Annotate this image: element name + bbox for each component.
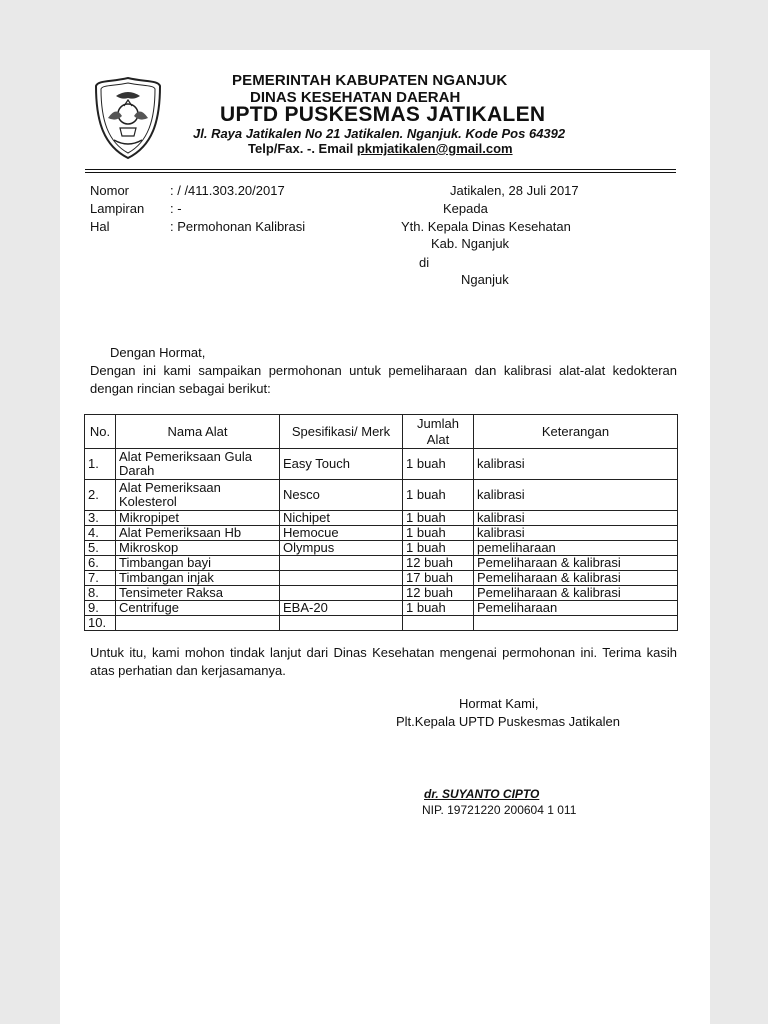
row-spek: EBA-20 bbox=[280, 601, 403, 616]
row-no: 9. bbox=[85, 601, 116, 616]
place-date: Jatikalen, 28 Juli 2017 bbox=[450, 183, 579, 198]
row-jumlah: 1 buah bbox=[403, 601, 474, 616]
row-keterangan: Pemeliharaan & kalibrasi bbox=[474, 556, 678, 571]
row-no: 8. bbox=[85, 586, 116, 601]
recipient-city: Nganjuk bbox=[461, 272, 509, 287]
row-nama: Mikroskop bbox=[116, 541, 280, 556]
table-row bbox=[85, 541, 678, 556]
email-link[interactable]: pkmjatikalen@gmail.com bbox=[356, 141, 513, 156]
row-spek: Nichipet bbox=[280, 511, 403, 526]
signature-hormat: Hormat Kami, bbox=[459, 696, 539, 711]
header-rule-thick bbox=[85, 169, 676, 170]
row-nama: Alat Pemeriksaan Kolesterol bbox=[116, 480, 280, 511]
row-spek bbox=[280, 571, 403, 586]
row-jumlah: 1 buah bbox=[403, 526, 474, 541]
intro-paragraph: Dengan ini kami sampaikan permohonan untuk pemeliharaan dan kalibrasi alat-alat kedokteran dengan rincian sebagai berikut: bbox=[90, 363, 677, 396]
row-no: 10. bbox=[85, 616, 116, 631]
row-jumlah: 1 buah bbox=[403, 511, 474, 526]
row-keterangan bbox=[474, 616, 678, 631]
header-keterangan: Keterangan bbox=[474, 415, 678, 449]
recipient-di: di bbox=[419, 255, 430, 270]
row-jumlah: 12 buah bbox=[403, 586, 474, 601]
closing-paragraph: Untuk itu, kami mohon tindak lanjut dari Dinas Kesehatan mengenai permohonan ini. Terima kasih atas perhatian dan kerjasamanya. bbox=[90, 645, 677, 678]
table-row bbox=[85, 511, 678, 526]
row-jumlah: 17 buah bbox=[403, 571, 474, 586]
row-nama: Centrifuge bbox=[116, 601, 280, 616]
equipment-table bbox=[84, 414, 678, 631]
letterhead-address: Jl. Raya Jatikalen No 21 Jatikalen. Nganjuk. Kode Pos 64392 bbox=[193, 126, 566, 141]
row-keterangan: kalibrasi bbox=[474, 526, 678, 541]
row-spek: Nesco bbox=[280, 480, 403, 511]
signatory-nip: NIP. 19721220 200604 1 011 bbox=[422, 803, 577, 817]
header-spesifikasi: Spesifikasi/ Merk bbox=[280, 415, 403, 449]
signatory-name: dr. SUYANTO CIPTO bbox=[424, 787, 540, 801]
row-keterangan: Pemeliharaan & kalibrasi bbox=[474, 571, 678, 586]
row-spek bbox=[280, 586, 403, 601]
letterhead-department: DINAS KESEHATAN DAERAH bbox=[250, 89, 461, 106]
greeting: Dengan Hormat, bbox=[110, 345, 206, 360]
lampiran-label: Lampiran bbox=[90, 201, 145, 216]
row-no: 1. bbox=[85, 449, 116, 480]
row-jumlah: 1 buah bbox=[403, 541, 474, 556]
hal-label: Hal bbox=[90, 219, 110, 234]
table-row bbox=[85, 480, 678, 511]
header-jumlah: Jumlah Alat bbox=[403, 415, 474, 449]
row-nama: Alat Pemeriksaan Gula Darah bbox=[116, 449, 280, 480]
row-keterangan: Pemeliharaan & kalibrasi bbox=[474, 586, 678, 601]
header-rule-thin bbox=[85, 172, 676, 173]
row-nama: Mikropipet bbox=[116, 511, 280, 526]
row-keterangan: pemeliharaan bbox=[474, 541, 678, 556]
row-no: 7. bbox=[85, 571, 116, 586]
recipient-title: Yth. Kepala Dinas Kesehatan bbox=[401, 219, 571, 234]
letterhead-contact bbox=[248, 141, 513, 156]
table-row bbox=[85, 616, 678, 631]
row-no: 3. bbox=[85, 511, 116, 526]
nganjuk-regency-emblem-icon bbox=[94, 76, 162, 160]
row-spek: Easy Touch bbox=[280, 449, 403, 480]
row-no: 4. bbox=[85, 526, 116, 541]
row-keterangan: kalibrasi bbox=[474, 480, 678, 511]
row-spek bbox=[280, 616, 403, 631]
recipient-region: Kab. Nganjuk bbox=[431, 236, 510, 251]
row-nama: Timbangan injak bbox=[116, 571, 280, 586]
table-row bbox=[85, 571, 678, 586]
signature-title: Plt.Kepala UPTD Puskesmas Jatikalen bbox=[396, 714, 620, 729]
table-row bbox=[85, 556, 678, 571]
row-nama: Tensimeter Raksa bbox=[116, 586, 280, 601]
nomor-label: Nomor bbox=[90, 183, 130, 198]
row-jumlah: 12 buah bbox=[403, 556, 474, 571]
table-row bbox=[85, 601, 678, 616]
table-row bbox=[85, 586, 678, 601]
hal-value: : Permohonan Kalibrasi bbox=[170, 219, 306, 234]
row-spek bbox=[280, 556, 403, 571]
recipient-kepada: Kepada bbox=[443, 201, 488, 216]
table-row bbox=[85, 449, 678, 480]
row-nama: Timbangan bayi bbox=[116, 556, 280, 571]
letter-page bbox=[60, 50, 710, 1024]
row-nama: Alat Pemeriksaan Hb bbox=[116, 526, 280, 541]
row-no: 6. bbox=[85, 556, 116, 571]
row-no: 2. bbox=[85, 480, 116, 511]
row-nama bbox=[116, 616, 280, 631]
table-header-row bbox=[85, 415, 678, 449]
row-keterangan: kalibrasi bbox=[474, 449, 678, 480]
lampiran-value: : - bbox=[170, 201, 182, 216]
row-no: 5. bbox=[85, 541, 116, 556]
table-row bbox=[85, 526, 678, 541]
row-spek: Olympus bbox=[280, 541, 403, 556]
letterhead-government: PEMERINTAH KABUPATEN NGANJUK bbox=[232, 72, 508, 89]
row-keterangan: Pemeliharaan bbox=[474, 601, 678, 616]
header-nama-alat: Nama Alat bbox=[116, 415, 280, 449]
header-no: No. bbox=[85, 415, 116, 449]
letterhead-institution: UPTD PUSKESMAS JATIKALEN bbox=[220, 103, 546, 126]
row-keterangan: kalibrasi bbox=[474, 511, 678, 526]
row-jumlah: 1 buah bbox=[403, 449, 474, 480]
contact-label: Telp/Fax. -. Email bbox=[248, 141, 357, 156]
row-jumlah bbox=[403, 616, 474, 631]
nomor-value: : / /411.303.20/2017 bbox=[170, 183, 285, 198]
row-jumlah: 1 buah bbox=[403, 480, 474, 511]
row-spek: Hemocue bbox=[280, 526, 403, 541]
